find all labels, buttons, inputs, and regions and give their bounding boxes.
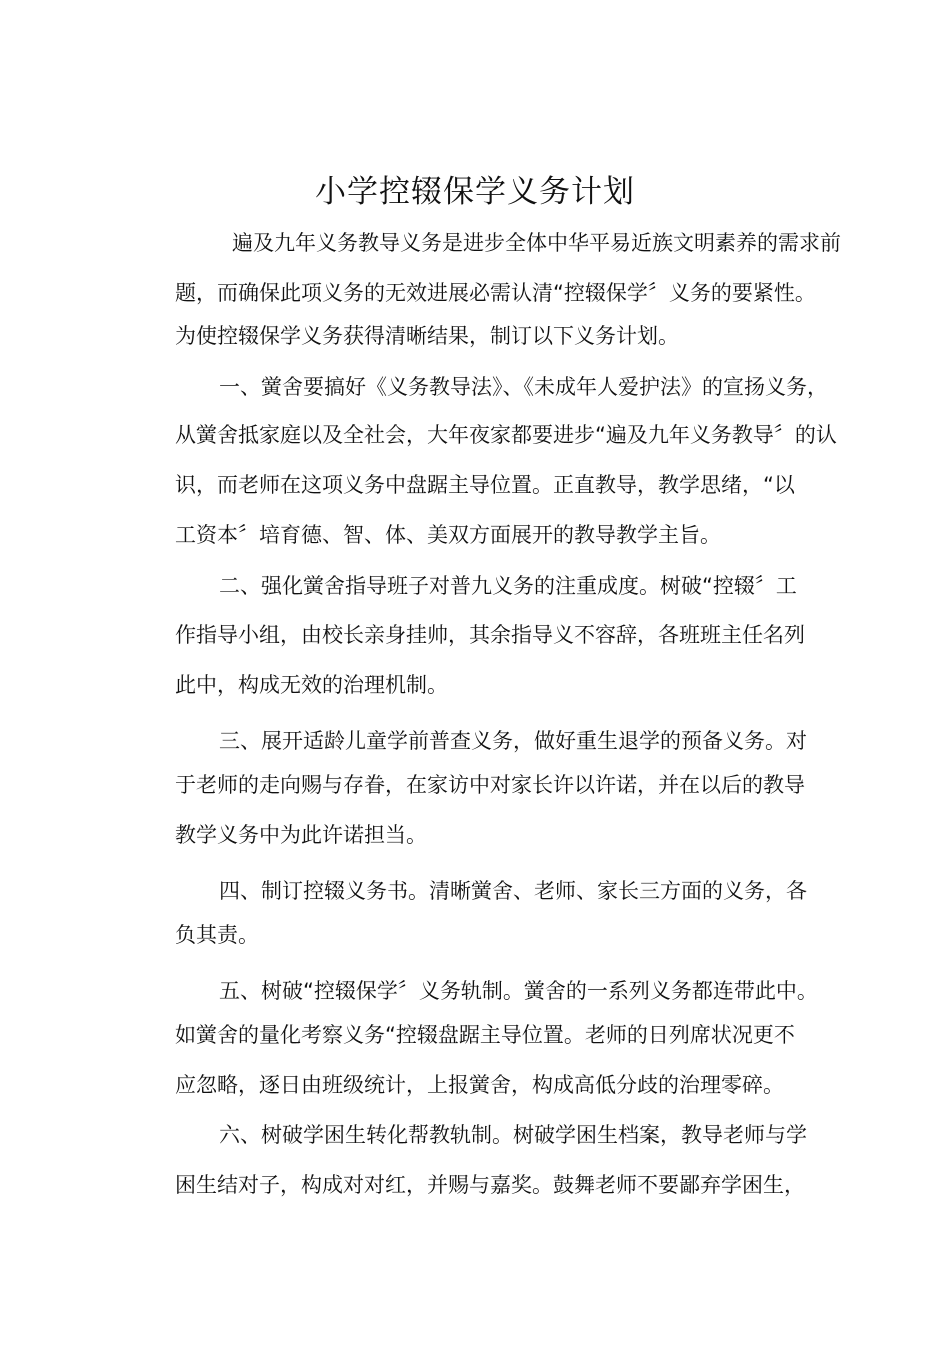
paragraph-line: 如黉舍的量化考察义务“控辍盘踞主导位置。老师的日列席状况更不 bbox=[175, 1023, 795, 1047]
paragraph-line: 识，而老师在这项义务中盘踞主导位置。正直教导，教学思绪，“以 bbox=[175, 473, 795, 497]
paragraph-line: 为使控辍保学义务获得清晰结果，制订以下义务计划。 bbox=[175, 324, 679, 348]
paragraph-line: 题，而确保此项义务的无效进展必需认清“控辍保学〞义务的要紧性。 bbox=[175, 281, 816, 305]
paragraph-line: 于老师的走向赐与存眷，在家访中对家长许以许诺，并在以后的教导 bbox=[175, 773, 805, 797]
paragraph-line: 作指导小组，由校长亲身挂帅，其余指导义不容辞，各班班主任名列 bbox=[175, 623, 805, 647]
paragraph-line: 遍及九年义务教导义务是进步全体中华平易近族文明素养的需求前 bbox=[232, 231, 841, 255]
paragraph-line: 此中，构成无效的治理机制。 bbox=[175, 673, 448, 697]
document-title: 小学控辍保学义务计划 bbox=[315, 174, 635, 210]
paragraph-line: 六、树破学困生转化帮教轨制。树破学困生档案，教导老师与学 bbox=[219, 1123, 807, 1147]
paragraph-line: 工资本〞培育德、智、体、美双方面展开的教导教学主旨。 bbox=[175, 523, 721, 547]
paragraph-line: 五、树破“控辍保学〞义务轨制。黉舍的一系列义务都连带此中。 bbox=[219, 979, 818, 1003]
paragraph-line: 负其责。 bbox=[175, 923, 259, 947]
paragraph-line: 教学义务中为此许诺担当。 bbox=[175, 823, 427, 847]
paragraph-line: 四、制订控辍义务书。清晰黉舍、老师、家长三方面的义务，各 bbox=[219, 879, 807, 903]
paragraph-line: 困生结对子，构成对对红，并赐与嘉奖。鼓舞老师不要鄙弃学困生， bbox=[175, 1173, 805, 1197]
paragraph-line: 一、黉舍要搞好《义务教导法》、《未成年人爱护法》的宣扬义务， bbox=[219, 375, 828, 399]
paragraph-line: 二、强化黉舍指导班子对普九义务的注重成度。树破“控辍〞工 bbox=[219, 574, 797, 598]
paragraph-line: 从黉舍抵家庭以及全社会，大年夜家都要进步“遍及九年义务教导〞的认 bbox=[175, 423, 837, 447]
paragraph-line: 三、展开适龄儿童学前普查义务，做好重生退学的预备义务。对 bbox=[219, 729, 807, 753]
paragraph-line: 应忽略，逐日由班级统计，上报黉舍，构成高低分歧的治理零碎。 bbox=[175, 1073, 784, 1097]
